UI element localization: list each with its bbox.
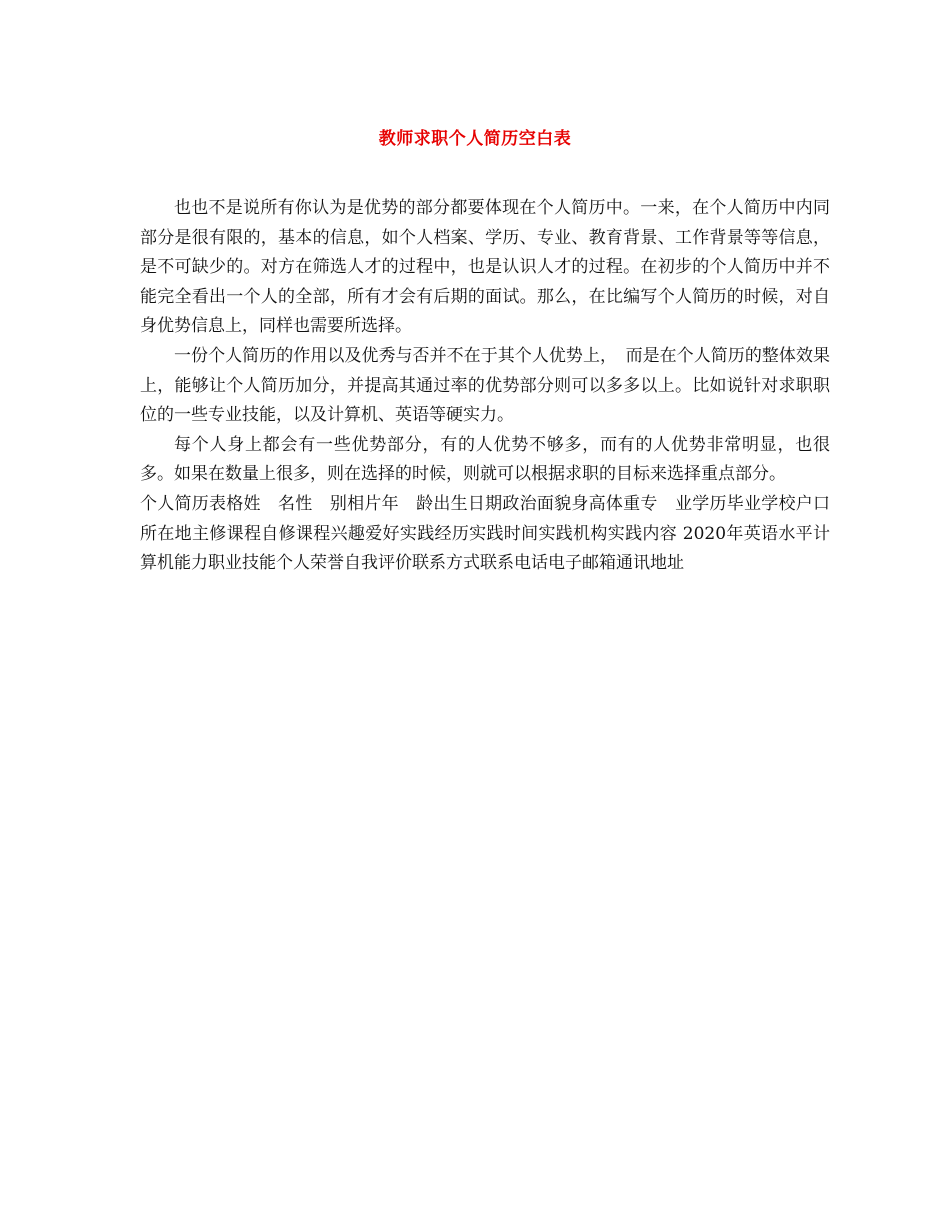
resume-table-fields: 个人简历表格姓 名性 别相片年 龄出生日期政治面貌身高体重专 业学历毕业学校户口所在地主修课程自修课程兴趣爱好实践经历实践时间实践机构实践内容 2020年英语水平计算机能力职业技能个人荣誉自我评价联系方式联系电话电子邮箱通讯地址 <box>140 493 830 574</box>
document-body <box>140 194 830 579</box>
paragraph-2: 一份个人简历的作用以及优秀与否并不在于其个人优势上， 而是在个人简历的整体效果上，能够让个人简历加分，并提高其通过率的优势部分则可以多多以上。比如说针对求职职位的一些专业技能，以及计算机、英语等硬实力。 <box>140 345 830 426</box>
paragraph-1: 也也不是说所有你认为是优势的部分都要体现在个人简历中。一来，在个人简历中内同部分是很有限的，基本的信息，如个人档案、学历、专业、教育背景、工作背景等等信息，是不可缺少的。对方在筛选人才的过程中，也是认识人才的过程。在初步的个人简历中并不能完全看出一个人的全部，所有才会有后期的面试。那么，在比编写个人简历的时候，对自身优势信息上，同样也需要所选择。 <box>140 198 830 337</box>
paragraph-3: 每个人身上都会有一些优势部分，有的人优势不够多，而有的人优势非常明显，也很多。如果在数量上很多，则在选择的时候，则就可以根据求职的目标来选择重点部分。 <box>140 434 830 485</box>
document-title: 教师求职个人简历空白表 <box>378 129 572 149</box>
